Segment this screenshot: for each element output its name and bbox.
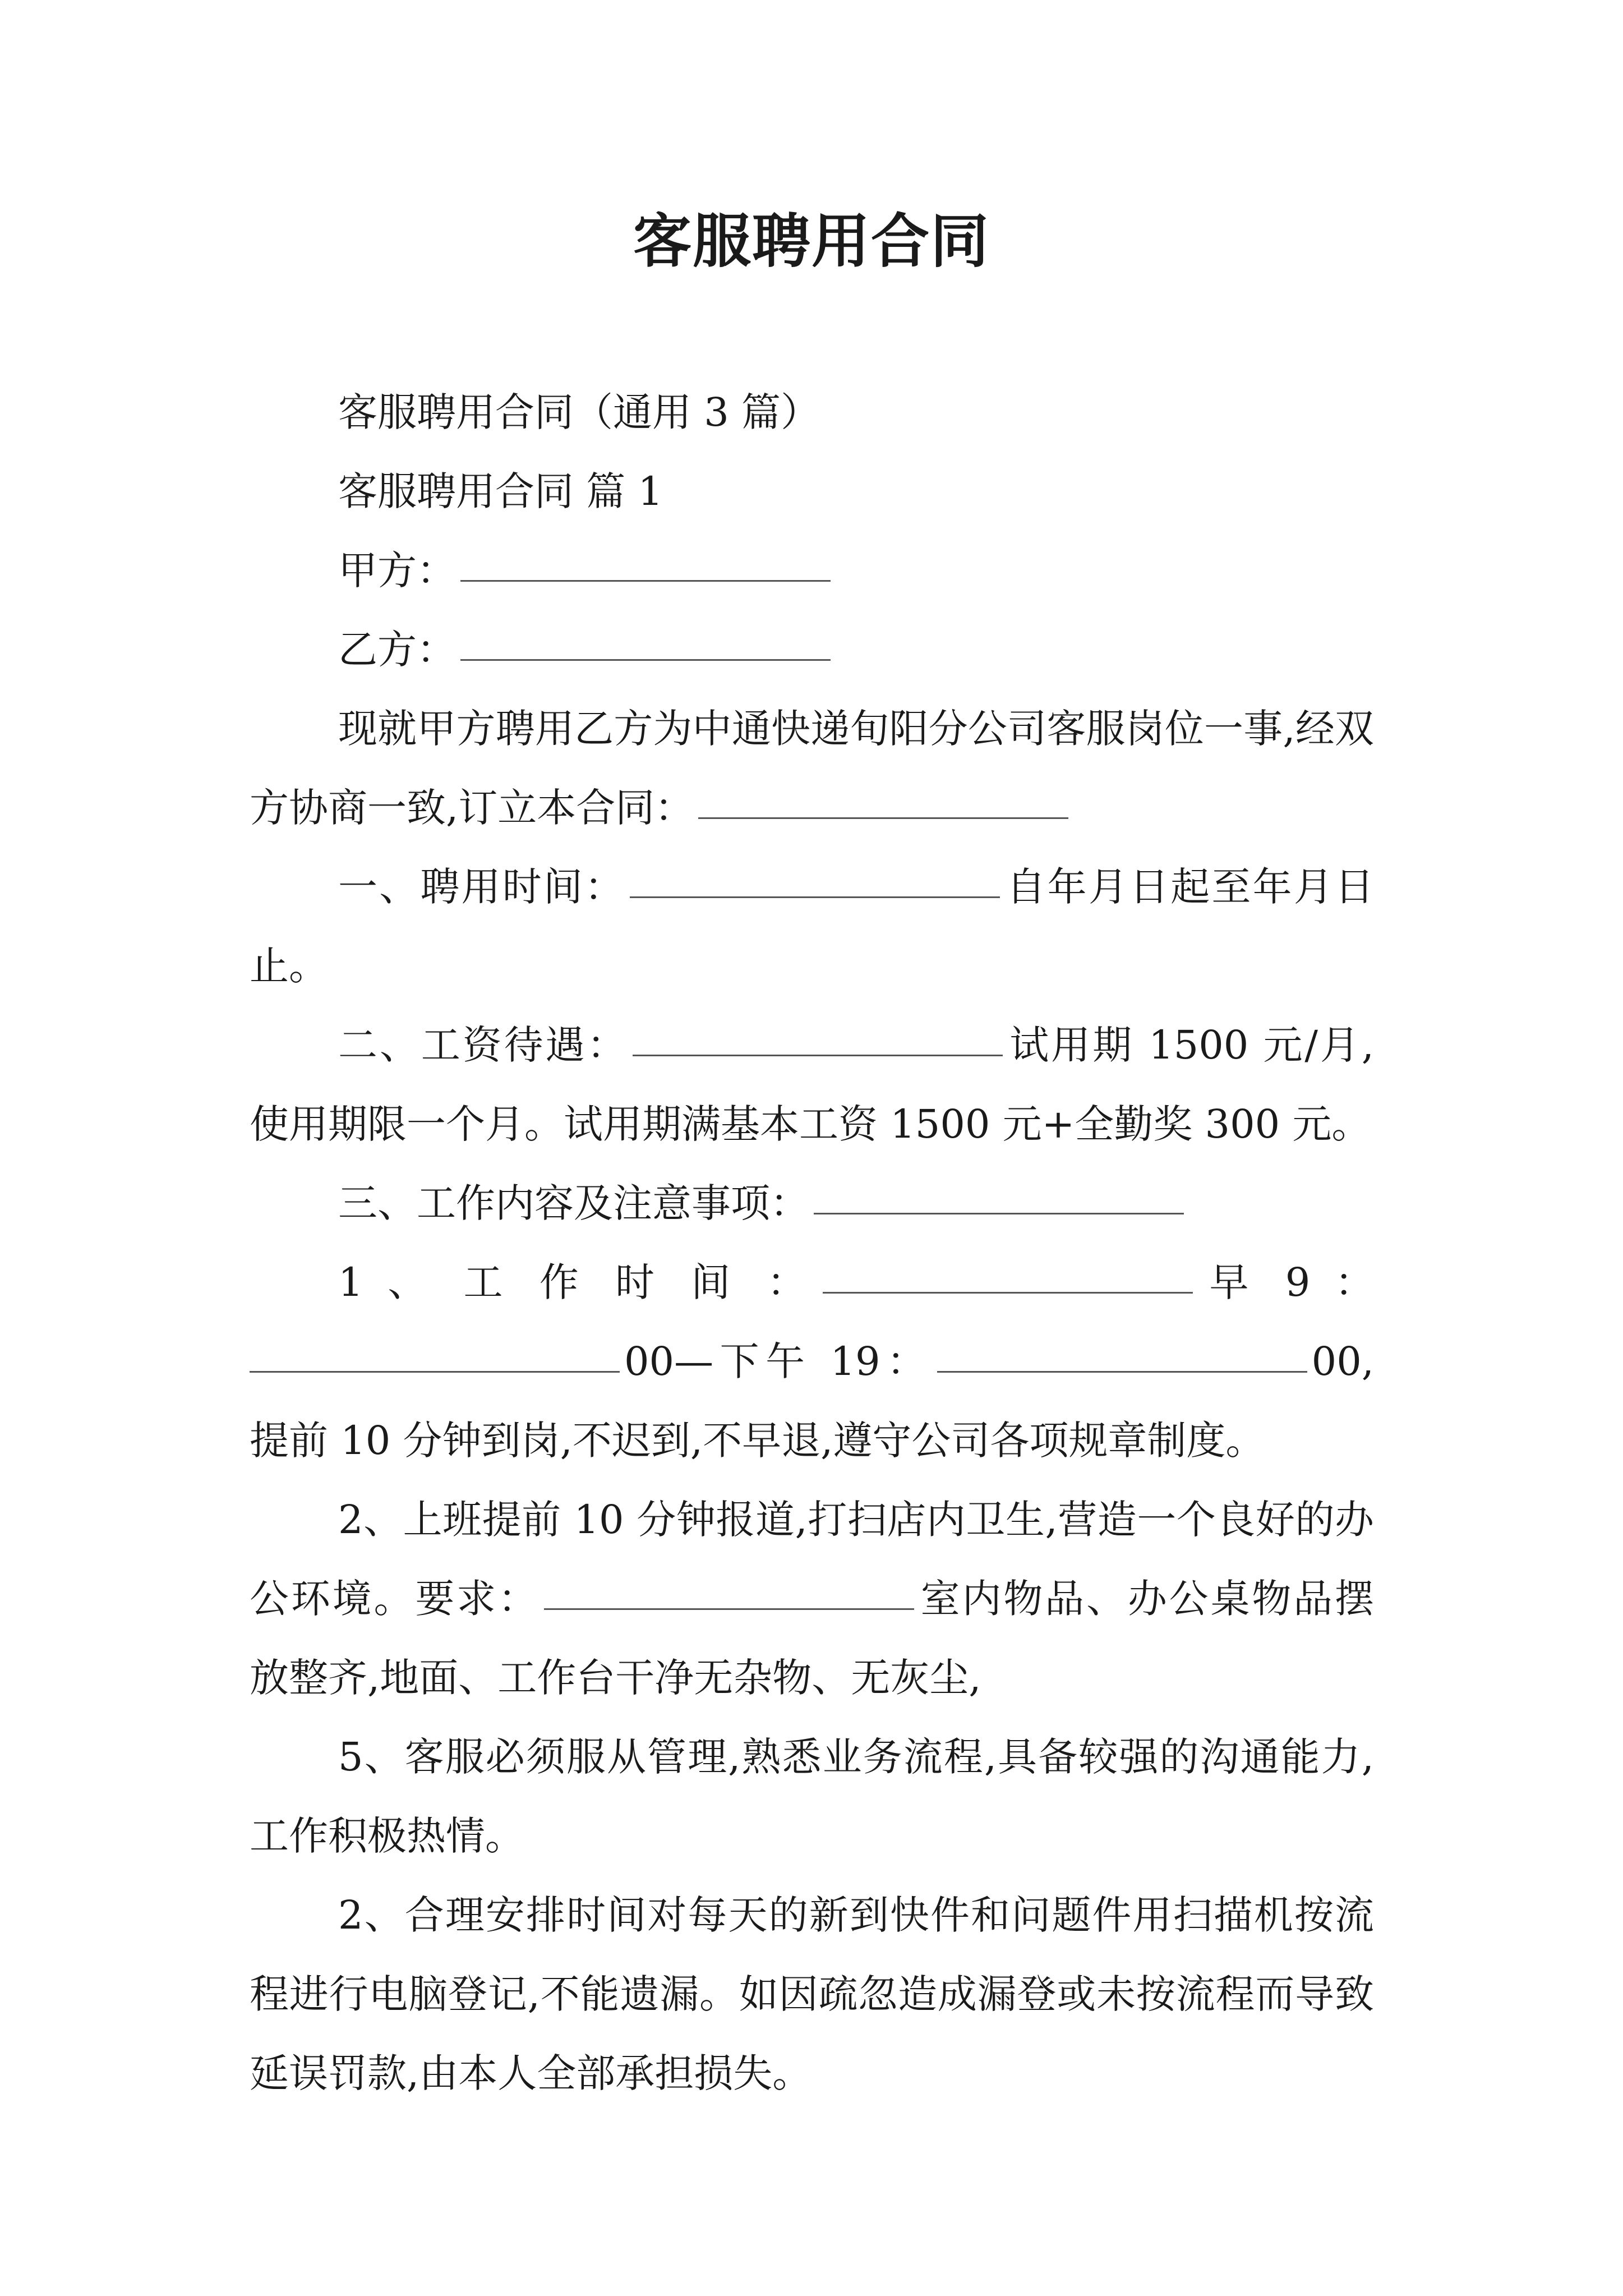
paragraph-scanning: 2、合理安排时间对每天的新到快件和问题件用扫描机按流程进行电脑登记,不能遗漏。如因疏忽造成漏登或未按流程而导致延误罚款,由本人全部承担损失。 (250, 1892, 1374, 2096)
paragraph-employment-period: 一、聘用时间： 自年月日起至年月日止。 (250, 864, 1374, 989)
paragraph-work-content: 三、工作内容及注意事项： (250, 1164, 1374, 1243)
paragraph-section-heading: 客服聘用合同 篇 1 (338, 468, 663, 514)
blank-line (633, 1054, 1003, 1056)
paragraph-subtitle: 客服聘用合同（通用 3 篇） (338, 389, 820, 435)
blank-line (250, 1370, 620, 1373)
blank-line (460, 659, 831, 661)
paragraph-intro: 现就甲方聘用乙方为中通快递旬阳分公司客服岗位一事,经双方协商一致,订立本合同： (250, 706, 1374, 831)
party-b-line: 乙方： (250, 610, 1374, 689)
blank-line (823, 1291, 1193, 1294)
document-body (250, 373, 1374, 2113)
paragraph-work-hours-line1: 1 、 工 作 时 间 ： 早 9 ： (338, 1259, 1374, 1305)
blank-line (630, 896, 1000, 898)
paragraph-salary: 二、工资待遇： 试用期 1500 元/月,使用期限一个月。试用期满基本工资 1500 元+全勤奖 300 元。 (250, 1022, 1375, 1147)
party-a-line: 甲方： (250, 531, 1374, 610)
document-title: 客服聘用合同 (633, 206, 990, 275)
blank-line (544, 1608, 914, 1610)
blank-line (698, 817, 1068, 819)
blank-line (937, 1370, 1307, 1373)
blank-line (460, 579, 831, 582)
paragraph-management: 5、客服必须服从管理,熟悉业务流程,具备较强的沟通能力,工作积极热情。 (250, 1734, 1374, 1859)
paragraph-office-environment: 2、上班提前 10 分钟报道,打扫店内卫生,营造一个良好的办公环境。要求： 室内物品、办公桌物品摆放整齐,地面、工作台干净无杂物、无灰尘, (250, 1497, 1375, 1701)
paragraph-work-hours-line2: 00—下午 19： 00,提前 10 分钟到岗,不迟到,不早退,遵守公司各项规章制度。 (250, 1338, 1374, 1464)
blank-line (814, 1212, 1184, 1214)
